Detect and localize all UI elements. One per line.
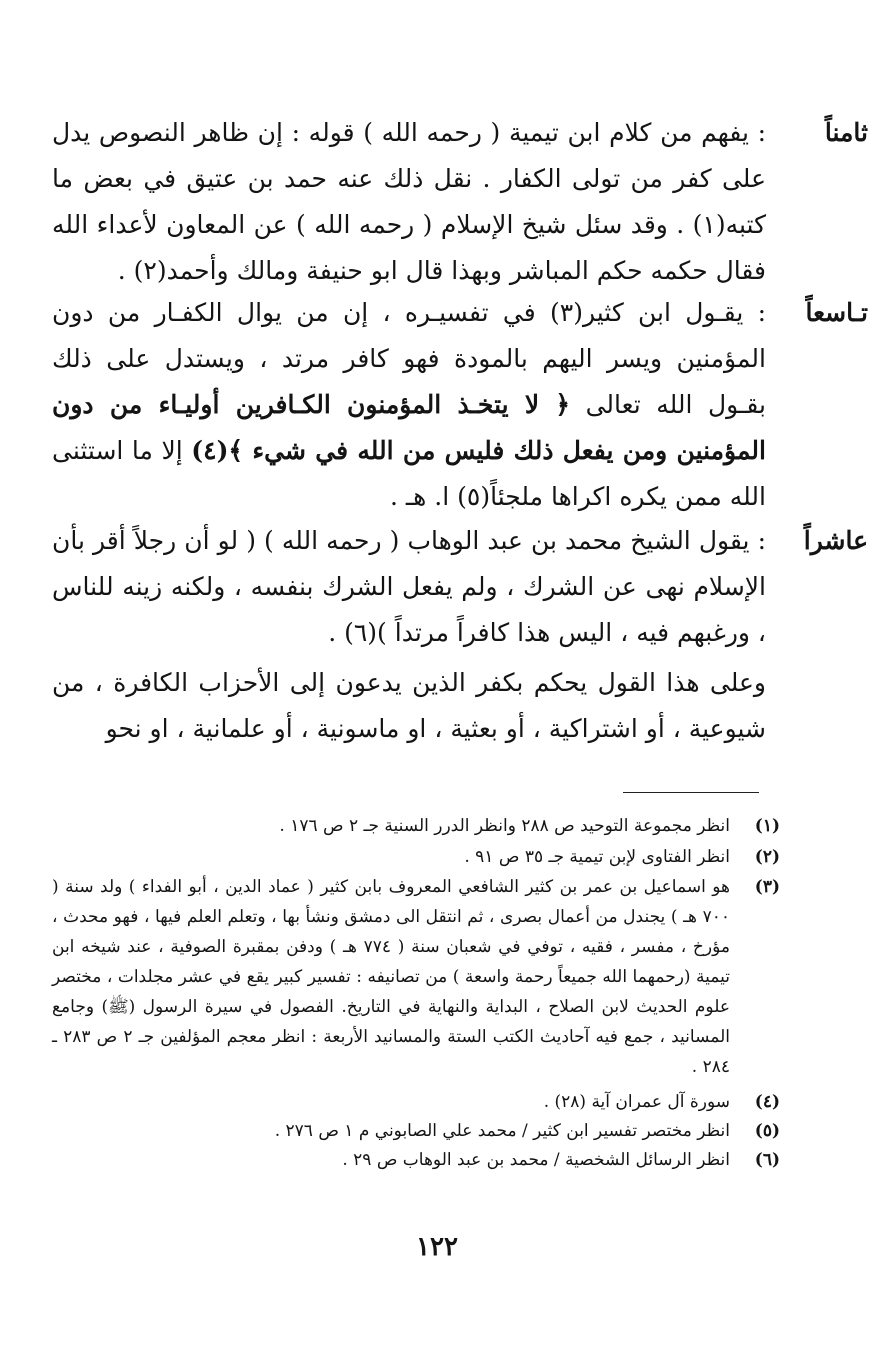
footnote-item <box>52 1146 780 1175</box>
paragraph-text: إلا ما استثنى الله ممن يكره اكراها ملجئاً(٥) ا. هـ . <box>52 436 766 511</box>
page-number: ١٢٢ <box>416 1232 458 1262</box>
footnote-text: سورة آل عمران آية (٢٨) . <box>543 1092 730 1112</box>
footnote-item <box>52 1088 780 1117</box>
paragraph-eighth <box>52 110 766 294</box>
footnote-number: (٣) <box>754 877 780 897</box>
footnote-item <box>52 843 780 872</box>
paragraph-text: وعلى هذا القول يحكم بكفر الذين يدعون إلى الأحزاب الكافرة ، من شيوعية ، أو اشتراكية ، أو بعثية ، او ماسونية ، أو علمانية ، او نحو <box>52 668 766 743</box>
footnote-number: (٤) <box>754 1092 780 1112</box>
quran-quote: ﴿ لا يتخـذ المؤمنون الكـافرين أوليـاء من دون المؤمنين ومن يفعل ذلك فليس من الله في شيء ﴾(٤) <box>52 390 766 465</box>
footnote-item <box>52 1117 780 1146</box>
footnote-text: انظر الفتاوى لإبن تيمية جـ ٣٥ ص ٩١ . <box>464 847 730 867</box>
paragraph-text: : يقول الشيخ محمد بن عبد الوهاب ( رحمه الله ) ( لو أن رجلاً أقر بأن الإسلام نهى عن الشرك ، ولم يفعل الشرك بنفسه ، ولكنه زينه للناس ، ورغبهم فيه ، اليس هذا كافراً مرتداً )(٦) . <box>52 526 766 647</box>
footnote-item <box>52 872 780 1082</box>
footnote-text: انظر مجموعة التوحيد ص ٢٨٨ وانظر الدرر السنية جـ ٢ ص ١٧٦ . <box>279 816 730 836</box>
paragraph-tenth <box>52 518 766 656</box>
footnote-text: انظر الرسائل الشخصية / محمد بن عبد الوهاب ص ٢٩ . <box>342 1150 730 1170</box>
paragraph-text: : يفهم من كلام ابن تيمية ( رحمه الله ) قوله : إن ظاهر النصوص يدل على كفر من تولى الكفار . نقل ذلك عنه حمد بن عتيق في بعض ما كتبه(١) . وقد سئل شيخ الإسلام ( رحمه الله ) عن المعاون لأعداء الله فقال حكمه حكم المباشر وبهذا قال ابو حنيفة ومالك وأحمد(٢) . <box>52 118 766 285</box>
footnote-text: هو اسماعيل بن عمر بن كثير الشافعي المعروف بابن كثير ( عماد الدين ، أبو الفداء ) ولد سنة ( ٧٠٠ هـ ) يجندل من أعمال بصرى ، ثم انتقل الى دمشق ونشأ بها ، وتعلم العلم فيها ، فهو محدث ، مؤرخ ، مفسر ، فقيه ، توفي في شعبان سنة ( ٧٧٤ هـ ) ودفن بمقبرة الصوفية ، عند شيخه ابن تيمية (رحمهما الله جميعاً رحمة واسعة ) من تصانيفه : تفسير كبير يقع في عشر مجلدات ، مختصر علوم الحديث لابن الصلاح ، البداية والنهاية في التاريخ. الفصول في سيرة الرسول (ﷺ) وجامع المسانيد ، جمع فيه آحاديث الكتب الستة والمسانيد الأربعة : انظر معجم المؤلفين جـ ٢ ص ٢٨٣ ـ ٢٨٤ . <box>52 877 730 1077</box>
footnote-item <box>52 812 780 841</box>
footnotes <box>52 812 780 1175</box>
footnote-number: (٥) <box>754 1121 780 1141</box>
footnote-text: انظر مختصر تفسير ابن كثير / محمد علي الصابوني م ١ ص ٢٧٦ . <box>274 1121 730 1141</box>
paragraph-conclusion <box>52 660 766 752</box>
footnote-number: (٢) <box>754 847 780 867</box>
footnote-number: (١) <box>754 816 780 836</box>
paragraph-text: : يقـول ابن كثير(٣) في تفسيـره ، إن من يوال الكفـار من دون المؤمنين ويسر اليهم بالمودة فهو كافر مرتد ، ويستدل على ذلك بقـول الله تعالى <box>52 298 767 419</box>
footnote-number: (٦) <box>754 1150 780 1170</box>
book-page: ثامناً : يفهم من كلام ابن تيمية ( رحمه الله ) قوله : إن ظاهر النصوص يدل على كفر من تولى الكفار . نقل ذلك عنه حمد بن عتيق في بعض ما كتبه(١) . وقد سئل شيخ الإسلام ( رحمه الله ) عن المعاون لأعداء الله فقال حكمه حكم المباشر وبهذا قال ابو حنيفة ومالك وأحمد(٢) . تـاسعاً : يقـول ابن كثير(٣) في تفسيـره ، إن من يوال الكفـار من دون المؤمنين ويسر اليهم بالمودة فهو كافر مرتد ، ويستدل على ذلك بقـول الله تعالى ﴿ لا يتخـذ المؤمنون الكـافرين أوليـاء من دون المؤمنين ومن يفعل ذلك فليس من الله في شيء ﴾(٤) إلا ما استثنى الله ممن يكره اكراها ملجئاً(٥) ا. هـ . عاشراً : يقول الشيخ محمد بن عبد الوهاب ( رحمه الله ) ( لو أن رجلاً أقر بأن الإسلام نهى عن الشرك ، ولم يفعل الشرك بنفسه ، ولكنه زينه للناس ، ورغبهم فيه ، اليس هذا كافراً مرتداً )(٦) . وعلى هذا القول يحكم بكفر الذين يدعون إلى الأحزاب الكافرة ، من شيوعية ، أو اشتراكية ، أو بعثية ، او ماسونية ، أو علمانية ، او نحو (١) انظر مجموعة التوحيد ص ٢٨٨ وانظر الدرر السنية جـ ٢ ص ١٧٦ . (٢) انظر الفتاوى لإبن تيمية جـ ٣٥ ص ٩١ . (٣) هو اسماعيل بن عمر بن كثير الشافعي المعروف بابن كثير ( عماد الدين ، أبو الفداء ) ولد سنة ( ٧٠٠ هـ ) يجندل من أعمال بصرى ، ثم انتقل الى دمشق ونشأ بها ، وتعلم العلم فيها ، فهو محدث ، مؤرخ ، مفسر ، فقيه ، توفي في شعبان سنة ( ٧٧٤ هـ ) ودفن بمقبرة الصوفية ، عند شيخه ابن تيمية (رحمهما الله جميعاً رحمة واسعة ) من تصانيفه : تفسير كبير يقع في عشر مجلدات ، مختصر علوم الحديث لابن الصلاح ، البداية والنهاية في التاريخ. الفصول في سيرة الرسول (ﷺ) وجامع المسانيد ، جمع فيه آحاديث الكتب الستة والمسانيد الأربعة : انظر معجم المؤلفين جـ ٢ ص ٢٨٣ ـ ٢٨٤ . (٤) سورة آل عمران آية (٢٨) . (٥) انظر مختصر تفسير ابن كثير / محمد علي الصابوني م ١ ص ٢٧٦ . (٦) انظر الرسائل الشخصية / محمد بن عبد الوهاب ص ٢٩ . ١٢٢ <box>0 0 874 1345</box>
paragraph-ninth <box>52 290 766 520</box>
footnote-separator <box>623 792 759 793</box>
